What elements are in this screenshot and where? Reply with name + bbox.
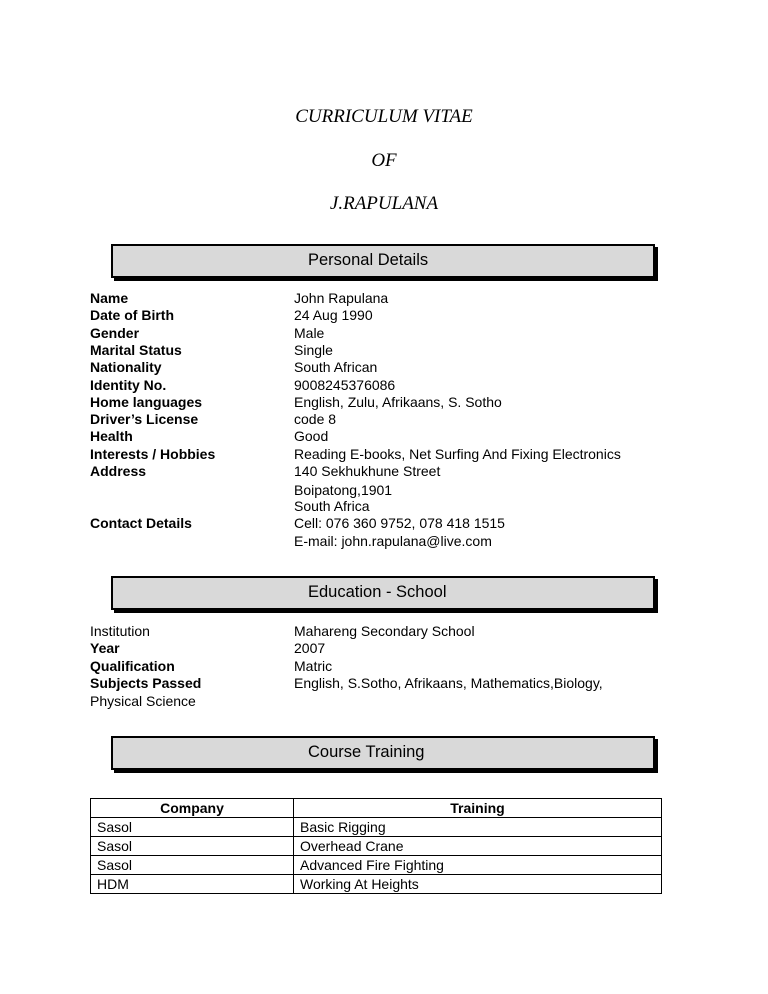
detail-label: Address <box>90 463 147 479</box>
detail-value: Male <box>294 324 325 341</box>
detail-label: Contact Details <box>90 515 192 531</box>
detail-value: 24 Aug 1990 <box>294 307 373 324</box>
detail-label: Institution <box>90 623 150 639</box>
detail-label: Date of Birth <box>90 307 174 324</box>
detail-value: English, S.Sotho, Afrikaans, Mathematics,Biology, <box>294 674 603 691</box>
detail-label: Name <box>90 290 129 306</box>
detail-value: South Africa <box>294 498 370 514</box>
detail-value: 2007 <box>294 640 326 657</box>
cv-title-of: OF <box>371 150 397 171</box>
contact-cell: Cell: 076 360 9752, 078 418 1515 <box>294 515 505 531</box>
contact-email: E-mail: john.rapulana@live.com <box>294 533 492 549</box>
training-cell: Overhead Crane <box>294 837 662 856</box>
company-cell: HDM <box>91 875 294 894</box>
detail-label: Gender <box>90 324 140 341</box>
company-cell: Sasol <box>91 837 294 856</box>
detail-label: Interests / Hobbies <box>90 445 216 462</box>
training-cell: Advanced Fire Fighting <box>294 856 662 875</box>
detail-value: 140 Sekhukhune Street <box>294 463 441 479</box>
cv-title: CURRICULUM VITAE <box>295 106 473 127</box>
section-heading: Course Training <box>308 743 425 761</box>
training-cell: Basic Rigging <box>294 818 662 837</box>
column-header-company: Company <box>91 799 294 818</box>
detail-value: 9008245376086 <box>294 376 396 393</box>
detail-value: Reading E-books, Net Surfing And Fixing Electronics <box>294 445 621 462</box>
personal-details-header <box>111 244 655 278</box>
section-heading: Personal Details <box>308 251 429 269</box>
detail-value: Good <box>294 428 329 445</box>
detail-value: Mahareng Secondary School <box>294 623 475 639</box>
detail-value: Single <box>294 341 333 358</box>
detail-label: Health <box>90 428 133 445</box>
detail-label: Subjects Passed <box>90 674 202 691</box>
company-cell: Sasol <box>91 856 294 875</box>
detail-value: English, Zulu, Afrikaans, S. Sotho <box>294 393 502 410</box>
table-row <box>91 818 662 837</box>
section-heading: Education - School <box>308 583 447 601</box>
detail-label: Qualification <box>90 657 175 674</box>
table-header-row <box>91 799 662 818</box>
training-table <box>90 798 662 894</box>
education-header <box>111 576 655 610</box>
company-cell: Sasol <box>91 818 294 837</box>
cv-title-name: J.RAPULANA <box>329 193 439 214</box>
detail-label: Nationality <box>90 359 162 376</box>
detail-value: code 8 <box>294 411 337 428</box>
detail-label: Year <box>90 640 120 657</box>
detail-value: John Rapulana <box>294 290 389 306</box>
column-header-training: Training <box>294 799 662 818</box>
training-header <box>111 736 655 770</box>
subjects-continued: Physical Science <box>90 693 196 709</box>
table-row <box>91 875 662 894</box>
detail-label: Identity No. <box>90 376 167 393</box>
detail-value: Matric <box>294 657 333 674</box>
detail-label: Marital Status <box>90 341 182 358</box>
table-row <box>91 856 662 875</box>
detail-value: South African <box>294 359 378 376</box>
detail-label: Home languages <box>90 393 203 410</box>
table-row <box>91 837 662 856</box>
training-cell: Working At Heights <box>294 875 662 894</box>
detail-value: Boipatong,1901 <box>294 482 393 498</box>
detail-label: Driver’s License <box>90 411 199 428</box>
